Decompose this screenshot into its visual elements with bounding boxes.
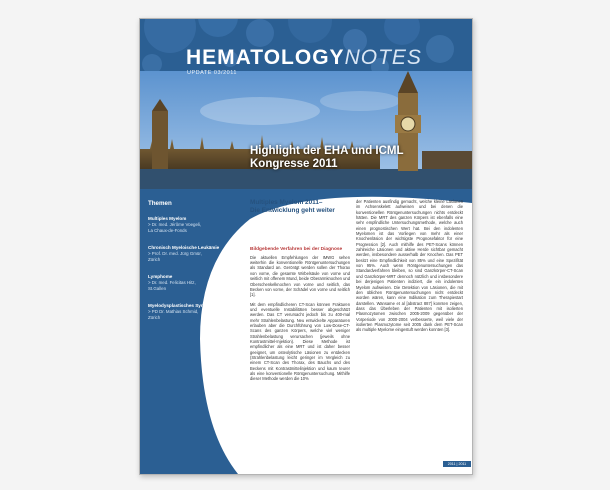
topic-item[interactable] [148, 245, 230, 262]
title-light: NOTES [344, 46, 422, 69]
article-title-line1: Multiples Myelom 2011– [250, 199, 323, 206]
article-subheading: Bildgebende Verfahren bei der Diagnose [250, 247, 343, 252]
article-paragraph: der Patienten ausfindig gemacht, welche kleine Läsionen im Achsenskelett aufweisen und bei denen die konventionellen Röntgenuntersuchungen nichts entdeckt hätten. Die MRT des ganzen Körpers ist ebenfalls eine sehr empfindliche Untersuchungsmethode, welche auch einen prognostischen Wert hat. Bei den indolenten Myelomen ist das Vorliegen von mehr als einer Knochenläsion der wichtigste Prognosefaktor für eine Progression [2]. Auch mithilfe des PET-Scans können zahlreiche Läsionen und aktive Herde sichtbar gemacht werden, insbesondere ausserhalb der Knochen. Das PET besitzt eine Empfindlichkeit von 85% und eine Spezifität von 95%. Auch wenn Röntgenuntersuchungen das Standardverfahren bleiben, so sind Ganzkörper-CT-Scan und Ganzkörper-MRT dennoch nützlich und insbesondere bei derjenigen Patienten indiziert, die ein indolentes Myelom aufweisen. Die Detektion von Läsionen, die mit den üblichen Röntgenuntersuchungen nicht entdeckt worden wären, kann eine Indikation zum Therapiestart darstellen. Wansame et al [abstract 887] konnten zeigen, dass das Überleben der Patienten mit isolierten Plasmozytomen zwischen 2005-2009 gegenüber der Vorperiode von 2000-2004 verbesserte, weil viele der isolierten Plasmozytome seit 2005 dank dem PET-Scan als multiple Myelome eingestuft werden konnten [3]. [356, 199, 463, 333]
topic-author: > PD Dr. Mathias Schmid, [148, 309, 199, 314]
topic-heading: Lymphome [148, 274, 173, 279]
topic-item[interactable] [148, 216, 230, 233]
london-skyline-photo [140, 71, 472, 189]
headline-line2: Kongresse 2011 [250, 158, 338, 170]
topic-author: > Prof. Dr. med. Jürg Gmür, [148, 251, 202, 256]
topic-author: > Dr. med. Jérôme Voegeli, [148, 222, 202, 227]
article-paragraph: Die aktuellen Empfehlungen der IMWG sehen weiterhin die konventionelle Röntgenuntersuchungen als Standard an. Geröntgt werden sollen der Thorax von vorne, die gesamte Wirbelsäule von vorne und seitlich mit offenem Mund, beide Oberarmknochen und Oberschenkelknochen von vorne und seitlich, das Becken von vorne, der Schädel von vorne und seitlich [1]. [250, 254, 350, 298]
topic-heading: Myelodysplastisches Syndrom [148, 303, 216, 308]
article-column-right [356, 199, 463, 337]
article-title-line2: Die Entwicklung geht weiter [250, 206, 335, 214]
newsletter-page [139, 18, 473, 475]
newsletter-title [186, 46, 422, 70]
topic-author-city: Zürich [148, 314, 161, 320]
topic-item[interactable] [148, 303, 230, 320]
header-banner [140, 19, 472, 189]
article-paragraph: Mit dem empfindlicheren CT-Scan können Frakturen und eventuelle Instabilitäten besser abgeschätzt werden. Das CT verursacht jedoch bis zu 400-mal mehr Strahlenbelastung. Neu entwickelte Apparaturen erlauben aber die Durchführung von Low-Dose-CT-Scans des ganzen Körpers, welche viel weniger Strahlenbelastung verursachen (jeweils ohne Kontrastmittel-Injektion). Diese Methode ist empfindlicher als eine MRT und ist daher besser geeignet, um osteolytische Läsionen zu entdecken (Strahlenbelastung leicht geringer im Vergleich zu einem CT-Scan des Thorax, des Bauchs und des Beckens mit Kontrastmittelinjektion und kaum teurer als eine konventionelle Röntgenuntersuchung. Mithilfe dieser Methode werden die 10% [250, 301, 350, 382]
sidebar-title: Themen [148, 200, 172, 207]
topic-author-city: St.Gallen [148, 285, 167, 291]
headline-line1: Highlight der EHA und ICML [250, 145, 404, 157]
headline [250, 145, 404, 171]
issue-label: UPDATE 03/2011 [187, 70, 237, 76]
topic-heading: Multiples Myelom [148, 216, 187, 221]
topic-author-city: La Chaux-de-Fonds [148, 227, 187, 233]
title-bold: HEMATOLOGY [186, 46, 345, 69]
page-number: 2011 | 2011 [443, 461, 471, 467]
topic-item[interactable] [148, 274, 230, 291]
topic-author-city: Zürich [148, 256, 161, 262]
topic-heading: Chronisch Myeloische Leukämie [148, 245, 220, 250]
topic-author: > Dr. med. Felicitas Hitz, [148, 280, 196, 285]
article-column-left [250, 247, 350, 386]
